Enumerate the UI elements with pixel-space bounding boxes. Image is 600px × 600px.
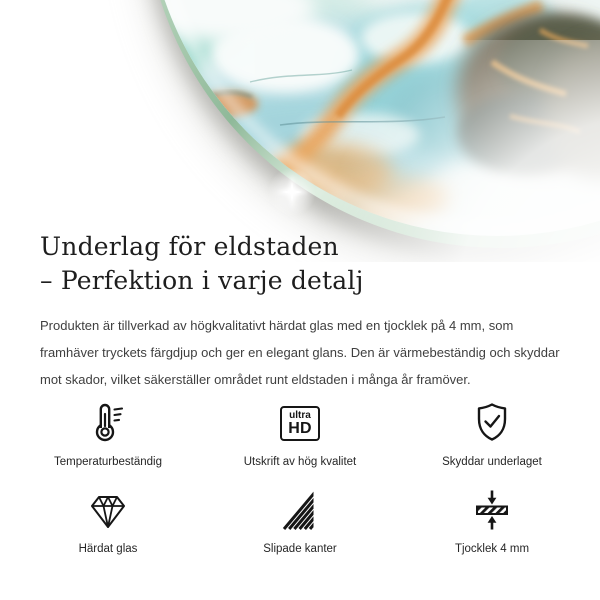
feature-label: Härdat glas	[78, 543, 138, 555]
feature-tempered-glass	[12, 485, 204, 555]
feature-print-quality	[204, 398, 396, 468]
feature-label: Skyddar underlaget	[442, 456, 542, 468]
feature-label: Tjocklek 4 mm	[454, 543, 530, 555]
ultra-hd-text-bottom: HD	[288, 419, 312, 437]
text-content	[40, 230, 570, 393]
sparkle-highlight	[268, 168, 316, 216]
product-description: Produkten är tillverkad av högkvalitativt härdat glas med en tjocklek på 4 mm, som framhäver tryckets färgdjup och ger en elegant glans. Den är värmebeständig och skyddar mot skador, vilket säkerställer området runt eldstaden i många år framöver.	[40, 318, 560, 387]
page-title-line1: Underlag för eldstaden	[40, 232, 339, 261]
shield-check-icon	[467, 398, 517, 448]
ultra-hd-icon	[275, 398, 325, 448]
page-title	[40, 230, 570, 298]
thermometer-icon	[83, 398, 133, 448]
feature-label: Utskrift av hög kvalitet	[243, 456, 357, 468]
feature-label: Temperaturbeständig	[53, 456, 163, 468]
feature-protects-surface	[396, 398, 588, 468]
page-title-line2: – Perfektion i varje detalj	[40, 266, 364, 295]
corner-fade-overlay	[290, 40, 600, 262]
ultra-hd-text-top: ultra	[289, 409, 311, 421]
glass-panel-image	[0, 0, 600, 262]
bevel-edges-icon	[275, 485, 325, 535]
feature-thickness	[396, 485, 588, 555]
product-photo	[0, 0, 600, 262]
feature-polished-edges	[204, 485, 396, 555]
feature-temperature-resistant	[12, 398, 204, 468]
feature-label: Slipade kanter	[263, 543, 337, 555]
diamond-icon	[83, 485, 133, 535]
features-grid	[12, 398, 588, 555]
thickness-icon	[467, 485, 517, 535]
